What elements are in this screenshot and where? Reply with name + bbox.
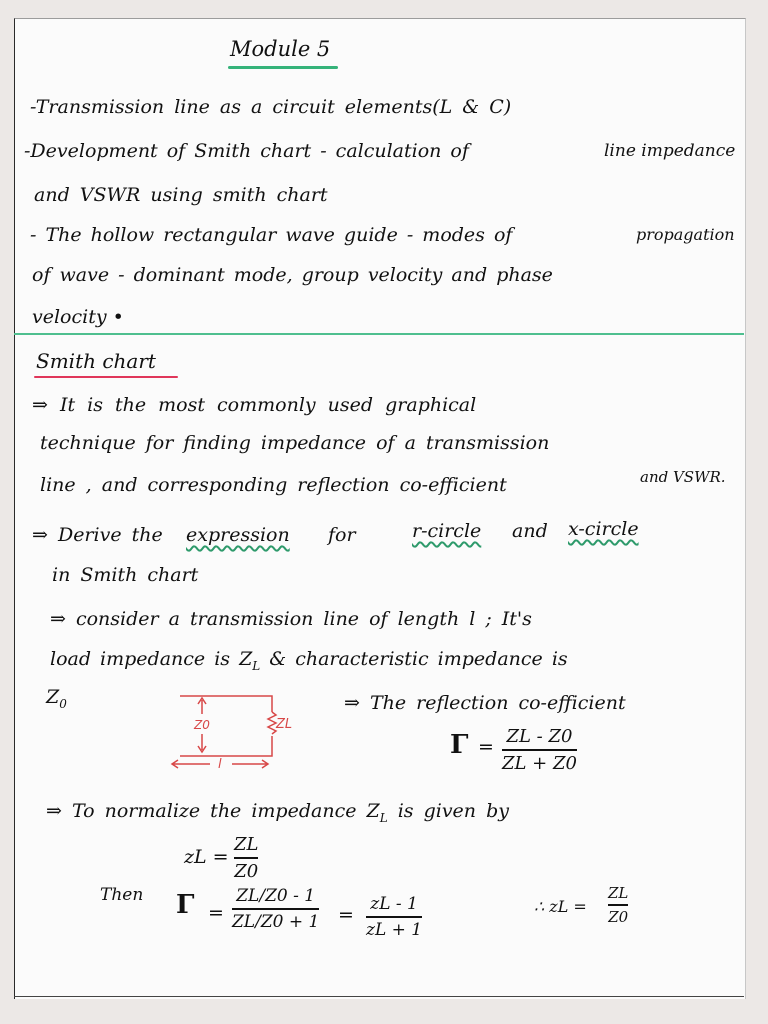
- diagram-zl-label: ZL: [276, 717, 293, 732]
- syllabus-line-2: -Development of Smith chart - calculation of: [24, 140, 469, 162]
- syllabus-line-6: velocity •: [32, 306, 124, 328]
- since-fraction: [608, 884, 628, 926]
- since-denominator: Z0: [608, 907, 629, 926]
- p3-line-2-sub: L: [252, 658, 261, 673]
- syllabus-line-4: - The hollow rectangular wave guide - modes of: [30, 224, 513, 246]
- p2-expression-text: expression: [186, 524, 290, 546]
- top-line: [180, 696, 272, 712]
- gamma-symbol-2: Γ: [176, 890, 195, 920]
- notebook-page: [14, 18, 746, 999]
- syllabus-line-2-end: line impedance: [604, 141, 736, 161]
- diagram-length-label: l: [218, 757, 222, 772]
- fraction-bar: [502, 749, 577, 751]
- page-bottom-edge: [14, 996, 744, 997]
- title-underline: [228, 66, 338, 69]
- diagram-z0-label: Z0: [194, 718, 210, 732]
- z0-text: Z: [46, 686, 60, 708]
- since-lhs: ∴ zL =: [534, 897, 587, 916]
- fraction-bar: [234, 857, 258, 859]
- normalize-sub: L: [379, 810, 388, 825]
- zl-norm-denominator: Z0: [234, 860, 259, 882]
- then-fraction-1-denominator: ZL/Z0 + 1: [232, 912, 320, 932]
- p3-line-2-rest: & characteristic impedance is: [260, 648, 568, 670]
- then-equals: =: [208, 902, 224, 924]
- p2-line-2: in Smith chart: [52, 564, 199, 586]
- normalize-line: [46, 800, 509, 829]
- p3-line-1: ⇒ consider a transmission line of length l ; It's: [50, 608, 532, 630]
- reflection-fraction: [502, 726, 577, 774]
- syllabus-line-1: -Transmission line as a circuit elements(L & C): [30, 96, 512, 118]
- smith-heading-underline: [34, 376, 178, 378]
- gamma-symbol: Γ: [450, 730, 469, 760]
- fraction-bar: [608, 904, 628, 906]
- since-numerator: ZL: [608, 884, 629, 902]
- then-label: Then: [100, 885, 144, 905]
- page-title: Module 5: [230, 37, 331, 61]
- p2-for: for: [328, 524, 356, 546]
- reflection-label: ⇒ The reflection co-efficient: [344, 692, 626, 714]
- syllabus-line-3: and VSWR using smith chart: [34, 184, 328, 206]
- p2-line-1-start: ⇒ Derive the: [32, 524, 163, 546]
- then-fraction-1: [232, 886, 319, 932]
- then-fraction-2: [366, 894, 422, 940]
- p3-line-2: [50, 648, 568, 677]
- normalize-rest: is given by: [387, 800, 509, 822]
- p2-x-circle: [568, 518, 639, 540]
- p1-line-3-end: and VSWR.: [640, 468, 726, 486]
- then-fraction-1-numerator: ZL/Z0 - 1: [236, 886, 316, 906]
- fraction-bar: [366, 916, 422, 918]
- p1-line-3: line , and corresponding reflection co-efficient: [40, 474, 507, 496]
- then-fraction-2-denominator: zL + 1: [366, 919, 423, 940]
- gamma-equals: =: [478, 736, 494, 758]
- zl-norm-fraction: [234, 834, 258, 882]
- p3-line-2-text: load impedance is Z: [50, 648, 253, 670]
- fraction-bar: [232, 908, 319, 910]
- p2-x-circle-text: x-circle: [568, 518, 639, 540]
- transmission-line-diagram: [160, 684, 293, 774]
- syllabus-line-5: of wave - dominant mode, group velocity and phase: [32, 264, 553, 286]
- smith-heading: Smith chart: [36, 349, 156, 373]
- p1-line-1: ⇒ It is the most commonly used graphical: [32, 394, 477, 416]
- reflection-numerator: ZL - Z0: [506, 726, 573, 747]
- bottom-line: [180, 736, 272, 756]
- p2-expression: [186, 524, 290, 546]
- z0-sub: 0: [59, 696, 67, 711]
- p2-r-circle-text: r-circle: [412, 520, 482, 542]
- p3-line-3: [46, 686, 67, 715]
- then-fraction-2-numerator: zL - 1: [370, 894, 418, 914]
- then-equals-2: =: [338, 904, 354, 926]
- p2-and: and: [512, 520, 548, 542]
- reflection-denominator: ZL + Z0: [502, 752, 577, 774]
- zl-norm-numerator: ZL: [234, 834, 259, 855]
- zl-norm-lhs: zL =: [184, 846, 229, 868]
- normalize-text: ⇒ To normalize the impedance Z: [46, 800, 380, 822]
- syllabus-line-4-end: propagation: [636, 225, 735, 244]
- section-divider: [14, 333, 744, 335]
- p1-line-2: technique for finding impedance of a transmission: [40, 432, 550, 454]
- p2-r-circle: [412, 520, 481, 542]
- load-resistor-icon: [268, 712, 276, 734]
